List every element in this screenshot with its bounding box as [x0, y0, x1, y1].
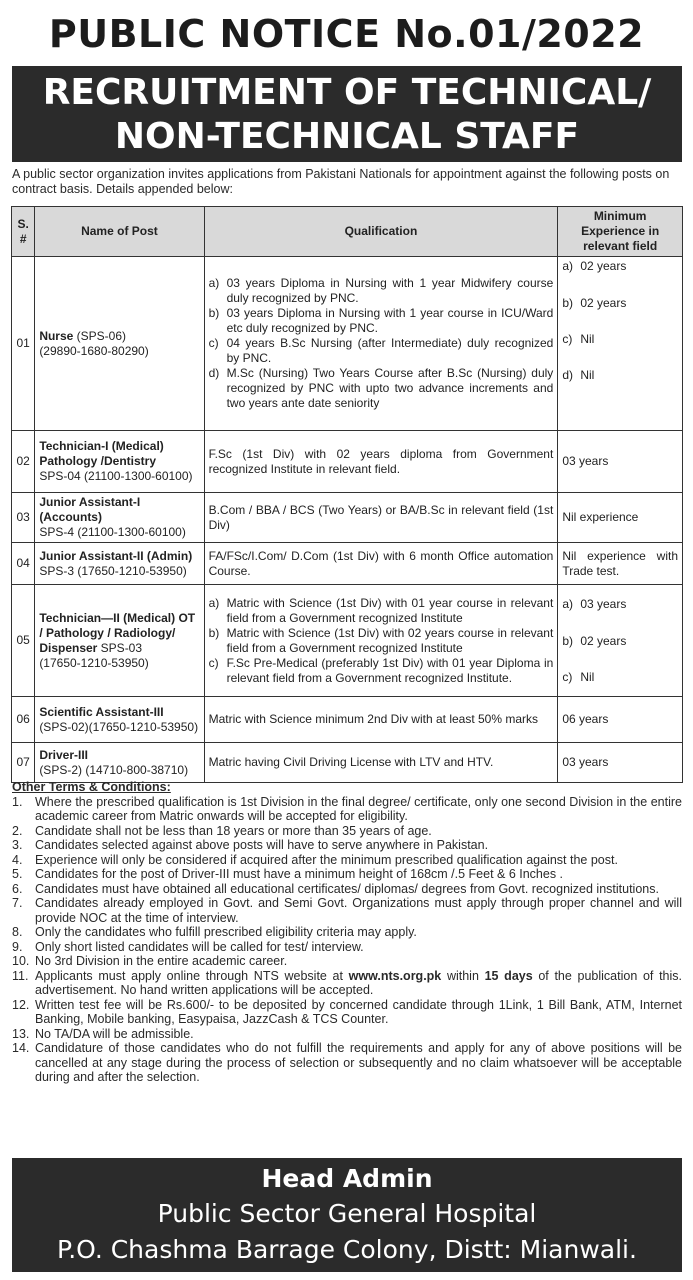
- header-name: Name of Post: [35, 207, 204, 257]
- term-item: [12, 882, 682, 897]
- experience-item: [562, 368, 678, 383]
- experience-cell: 06 years: [558, 697, 683, 743]
- term-item: [12, 1027, 682, 1042]
- item-letter: c): [208, 655, 219, 670]
- qualification-cell: [204, 493, 558, 543]
- term-text-pre: Applicants must apply online through NTS website at: [35, 968, 349, 983]
- experience-item: [562, 634, 678, 670]
- item-letter: a): [208, 595, 220, 610]
- experience-item: [562, 670, 678, 685]
- qualification-cell: [204, 543, 558, 585]
- item-text: Nil: [580, 368, 595, 382]
- row-sno: 07: [12, 743, 35, 783]
- intro-text: A public sector organization invites applications from Pakistani Nationals for appointment against the following posts on contract basis. Details appended below:: [12, 167, 670, 196]
- term-item: [12, 940, 682, 955]
- post-scale: SPS-3 (17650-1210-53950): [39, 563, 187, 578]
- item-text: 02 years: [580, 296, 627, 310]
- post-title-rest: (SPS-06): [73, 328, 127, 343]
- item-text: M.Sc (Nursing) Two Years Course after B.Sc (Nursing) duly recognized by PNC with upto two advance increments and two years ante date seniority: [226, 366, 554, 410]
- qualification-cell: [204, 431, 558, 493]
- term-number: 14.: [12, 1041, 30, 1055]
- post-scale: (17650-1210-53950): [39, 655, 149, 670]
- row-sno: 01: [12, 257, 35, 431]
- term-text: Only short listed candidates will be called for test/ interview.: [35, 939, 364, 954]
- item-letter: b): [208, 306, 220, 320]
- qualification-text: F.Sc (1st Div) with 02 years diploma from Government recognized Institute in relevant field.: [208, 446, 554, 476]
- experience-cell: [558, 257, 683, 431]
- term-text: Candidature of those candidates who do not fulfill the requirements and apply for any of above positions will be cancelled at any stage during the process of selection or subsequently and no claim whatsoever will be acceptable during and after the selection.: [35, 1041, 682, 1084]
- qualification-cell: [204, 697, 558, 743]
- term-number: 1.: [12, 794, 23, 809]
- term-item: [12, 954, 682, 969]
- item-letter: c): [562, 332, 573, 346]
- term-number: 2.: [12, 823, 23, 838]
- item-text: 03 years Diploma in Nursing with 1 year Midwifery course duly recognized by PNC.: [226, 276, 554, 305]
- term-item: [12, 795, 682, 824]
- item-text: 03 years Diploma in Nursing with 1 year course in ICU/Ward etc duly recognized by PNC.: [226, 306, 554, 335]
- row-sno: 02: [12, 431, 35, 493]
- qualification-item: [209, 366, 554, 411]
- qualification-cell: [204, 257, 558, 431]
- experience-text: Nil experience with Trade test.: [562, 548, 678, 578]
- item-letter: a): [562, 596, 573, 611]
- item-text: 02 years: [580, 259, 627, 273]
- post-name: [35, 743, 204, 783]
- post-name: [35, 257, 204, 431]
- experience-cell: Nil experience: [558, 493, 683, 543]
- post-title: Junior Assistant-I (Accounts): [39, 495, 141, 524]
- item-text: Matric with Science (1st Div) with 02 years course in relevant field from a Government recognized Institute: [226, 625, 554, 655]
- experience-cell: 03 years: [558, 431, 683, 493]
- qualification-item: [209, 626, 554, 656]
- term-text: Experience will only be considered if acquired after the minimum prescribed qualification against the post.: [35, 852, 618, 867]
- notice-title: PUBLIC NOTICE No.01/2022: [48, 12, 645, 56]
- term-item: [12, 998, 682, 1027]
- footer-hospital: Public Sector General Hospital: [157, 1199, 537, 1228]
- term-text: [35, 969, 682, 998]
- term-item: [12, 1041, 682, 1085]
- term-text: Candidates selected against above posts will have to serve anywhere in Pakistan.: [35, 838, 489, 852]
- table-row: [12, 257, 683, 431]
- term-item: [12, 867, 682, 882]
- term-number: 9.: [12, 939, 23, 954]
- item-letter: a): [208, 276, 220, 290]
- term-number: 6.: [12, 881, 23, 896]
- item-text: Matric with Science (1st Div) with 01 year course in relevant field from a Government recognized Institute: [226, 595, 554, 625]
- term-item: [12, 925, 682, 940]
- row-sno: 04: [12, 543, 35, 585]
- post-title: Scientific Assistant-III: [39, 704, 164, 719]
- experience-item: [562, 296, 678, 332]
- row-sno: 03: [12, 493, 35, 543]
- table-row: [12, 493, 683, 543]
- item-letter: d): [562, 368, 573, 382]
- term-text: Candidates already employed in Govt. and Semi Govt. Organizations must apply through proper channel and will provide NOC at the time of interview.: [35, 896, 682, 925]
- post-scale: (SPS-2) (14710-800-38710): [39, 762, 189, 777]
- footer-head-admin: Head Admin: [261, 1164, 433, 1193]
- term-text: No TA/DA will be admissible.: [35, 1026, 194, 1041]
- posts-table: [11, 206, 683, 783]
- post-name: [35, 697, 204, 743]
- footer-address: P.O. Chashma Barrage Colony, Distt: Mianwali.: [57, 1235, 637, 1264]
- post-name: [35, 543, 204, 585]
- row-sno: 05: [12, 585, 35, 697]
- item-text: 03 years: [580, 596, 627, 611]
- post-scale: (29890-1680-80290): [39, 343, 149, 358]
- row-sno: 06: [12, 697, 35, 743]
- nts-website-link[interactable]: www.nts.org.pk: [348, 968, 442, 983]
- term-number: 4.: [12, 852, 23, 867]
- term-number: 3.: [12, 838, 23, 852]
- item-letter: b): [208, 625, 220, 640]
- term-text: No 3rd Division in the entire academic career.: [35, 954, 288, 968]
- term-text: Where the prescribed qualification is 1st Division in the final degree/ certificate, only one second Division in the entire academic career from Matric onwards will be accepted for eligibility.: [35, 794, 682, 823]
- recruitment-banner: [12, 66, 682, 162]
- experience-cell: [558, 585, 683, 697]
- post-title: Nurse: [39, 328, 74, 343]
- term-number: 7.: [12, 896, 23, 910]
- post-title: Technician-I (Medical) Pathology /Dentistry: [39, 439, 164, 468]
- item-text: Nil: [580, 669, 595, 684]
- item-letter: c): [562, 669, 573, 684]
- qualification-cell: [204, 585, 558, 697]
- post-name: [35, 493, 204, 543]
- qualification-item: [209, 656, 554, 686]
- term-item: [12, 838, 682, 853]
- item-text: 04 years B.Sc Nursing (after Intermediate) duly recognized by PNC.: [226, 336, 554, 365]
- item-text: Nil: [580, 332, 595, 346]
- item-text: 02 years: [580, 633, 627, 648]
- term-item: [12, 853, 682, 868]
- post-scale: (SPS-02)(17650-1210-53950): [39, 719, 199, 734]
- header-experience: Minimum Experience in relevant field: [558, 207, 683, 257]
- post-scale: SPS-04 (21100-1300-60100): [39, 469, 193, 483]
- item-letter: b): [562, 633, 573, 648]
- item-letter: a): [562, 259, 573, 273]
- term-number: 13.: [12, 1026, 30, 1041]
- experience-cell: [558, 543, 683, 585]
- qualification-item: [209, 596, 554, 626]
- term-number: 5.: [12, 867, 23, 881]
- term-number: 10.: [12, 954, 30, 968]
- item-letter: c): [208, 336, 219, 350]
- post-name: [35, 585, 204, 697]
- qualification-text: B.Com / BBA / BCS (Two Years) or BA/B.Sc in relevant field (1st Div): [208, 502, 554, 532]
- banner-line-1: RECRUITMENT OF TECHNICAL/: [42, 72, 652, 113]
- qualification-item: [209, 276, 554, 306]
- term-text: Candidates for the post of Driver-III must have a minimum height of 168cm /.5 Feet & 6 Inches .: [35, 867, 564, 881]
- terms-section: [12, 780, 682, 1085]
- post-name: [35, 431, 204, 493]
- post-scale: SPS-4 (21100-1300-60100): [39, 525, 186, 539]
- item-text: F.Sc Pre-Medical (preferably 1st Div) with 01 year Diploma in relevant field from a Government recognized Institute.: [226, 655, 554, 685]
- term-text-mid: within: [441, 968, 485, 983]
- term-text: Candidates must have obtained all educational certificates/ diplomas/ degrees from Govt. recognized institutions.: [35, 881, 659, 896]
- term-text-post: of the publication of this. advertisement. No hand written applications will be accepted.: [35, 968, 682, 997]
- experience-item: [562, 259, 678, 296]
- item-letter: d): [208, 366, 220, 380]
- term-item: [12, 896, 682, 925]
- qualification-item: [209, 336, 554, 366]
- terms-title: Other Terms & Conditions:: [12, 780, 171, 794]
- footer-banner: [12, 1158, 682, 1272]
- qualification-text: Matric having Civil Driving License with LTV and HTV.: [208, 755, 494, 769]
- post-title-rest: SPS-03: [97, 640, 143, 655]
- term-item: [12, 969, 682, 998]
- table-row: [12, 585, 683, 697]
- term-text: Candidate shall not be less than 18 years or more than 35 years of age.: [35, 823, 432, 838]
- deadline-days: 15 days: [484, 968, 533, 983]
- qualification-text: FA/FSc/I.Com/ D.Com (1st Div) with 6 month Office automation Course.: [208, 548, 554, 578]
- banner-line-2: NON-TECHNICAL STAFF: [114, 116, 580, 157]
- post-title: Technician—II (Medical) OT / Pathology / Radiology/ Dispenser: [39, 610, 196, 655]
- table-header-row: [12, 207, 683, 257]
- term-number: 12.: [12, 997, 30, 1012]
- post-title: Junior Assistant-II (Admin): [39, 548, 193, 563]
- qualification-item: [209, 306, 554, 336]
- experience-item: [562, 332, 678, 368]
- term-number: 11.: [12, 968, 29, 983]
- table-row: [12, 743, 683, 783]
- qualification-cell: [204, 743, 558, 783]
- header-qualification: Qualification: [204, 207, 558, 257]
- term-number: 8.: [12, 925, 23, 939]
- term-text: Written test fee will be Rs.600/- to be deposited by concerned candidate through 1Link, 1 Bill Bank, ATM, Internet Banking, Mobile banking, Easypaisa, JazzCash & TCS Counter.: [35, 997, 682, 1026]
- item-letter: b): [562, 296, 573, 310]
- table-row: [12, 697, 683, 743]
- table-row: [12, 543, 683, 585]
- header-sno: S. #: [12, 207, 35, 257]
- post-title: Driver-III: [39, 747, 88, 762]
- experience-item: [562, 597, 678, 634]
- experience-cell: 03 years: [558, 743, 683, 783]
- term-text: Only the candidates who fulfill prescribed eligibility criteria may apply.: [35, 925, 417, 939]
- qualification-text: Matric with Science minimum 2nd Div with at least 50% marks: [208, 712, 539, 726]
- table-row: [12, 431, 683, 493]
- term-item: [12, 824, 682, 839]
